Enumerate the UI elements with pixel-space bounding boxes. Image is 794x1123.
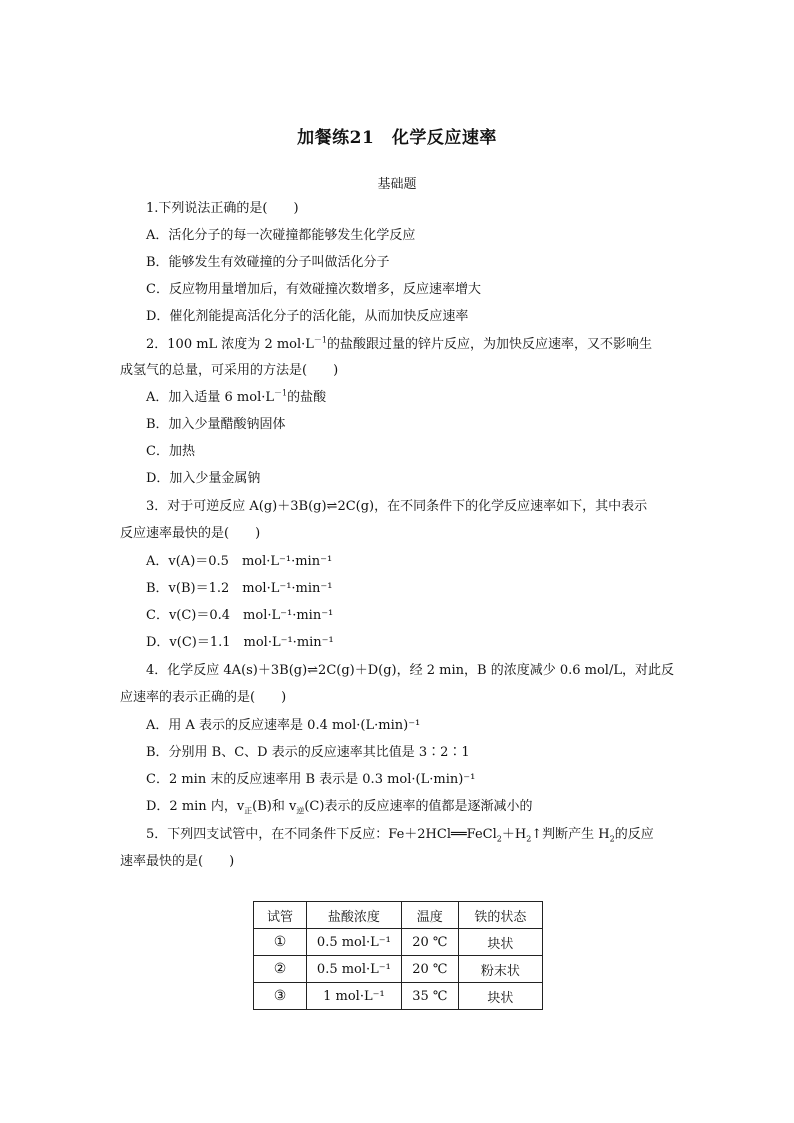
q2-stem: 2．100 mL 浓度为 2 $mol\cdot L^{-1}$的盐酸跟过量的锌片反应，为加快反应速率，又不影响生 [146,335,653,352]
q2-option-b: B．加入少量醋酸钠固体 [146,417,286,432]
header-tube: 试管 [254,902,307,929]
q3-stem-cont: 反应速率最快的是( ) [120,526,261,541]
q4-option-a: A．用 A 表示的反应速率是 0.4 mol·(L·min)⁻¹ [146,718,421,733]
cell-tube: ① [254,929,307,956]
q2-option-c: C．加热 [146,444,195,459]
q5-stem: 5．下列四支试管中，在不同条件下反应：$Fe+2HCl══FeCl_2+H_2↑$判断产生 $H_2$的反应 [146,827,654,844]
q3-option-d: D．v(C)＝1.1 mol·L⁻¹·min⁻¹ [146,635,334,650]
table-row [254,929,543,956]
cell-temperature: 35 ℃ [401,983,458,1010]
q2-option-a: A．加入适量 6 $mol\cdot L^{-1}$的盐酸 [146,388,327,405]
cell-temperature: 20 ℃ [401,929,458,956]
cell-iron-state: 块状 [458,929,542,956]
header-iron-state: 铁的状态 [458,902,542,929]
q3-option-b: B．v(B)＝1.2 mol·L⁻¹·min⁻¹ [146,581,333,596]
q1-option-c: C．反应物用量增加后，有效碰撞次数增多，反应速率增大 [146,282,481,297]
cell-temperature: 20 ℃ [401,956,458,983]
header-temperature: 温度 [401,902,458,929]
q2-option-d: D．加入少量金属钠 [146,471,261,486]
q1-option-b: B．能够发生有效碰撞的分子叫做活化分子 [146,255,390,270]
page-title: 加餐练21 化学反应速率 [297,128,497,148]
cell-concentration: 0.5 mol·L⁻¹ [306,956,401,983]
q1-stem: 1.下列说法正确的是( ) [146,201,299,216]
table-row [254,956,543,983]
cell-concentration: 1 mol·L⁻¹ [306,983,401,1010]
q4-option-c: C．2 min 末的反应速率用 B 表示是 0.3 mol·(L·min)⁻¹ [146,772,476,787]
cell-iron-state: 块状 [458,983,542,1010]
q2-stem-cont: 成氢气的总量，可采用的方法是( ) [120,363,339,378]
q5-stem-cont: 速率最快的是( ) [120,854,235,869]
cell-iron-state: 粉末状 [458,956,542,983]
q3-option-c: C．v(C)＝0.4 mol·L⁻¹·min⁻¹ [146,608,334,623]
reaction-conditions-table [253,901,543,1010]
cell-tube: ② [254,956,307,983]
cell-concentration: 0.5 mol·L⁻¹ [306,929,401,956]
table-row [254,983,543,1010]
q4-stem-cont: 应速率的表示正确的是( ) [120,690,287,705]
section-heading: 基础题 [377,177,417,192]
cell-tube: ③ [254,983,307,1010]
q4-stem: 4．化学反应 4A(s)＋3B(g)⇌2C(g)＋D(g)，经 2 min，B 的浓度减少 0.6 mol/L，对此反 [146,663,674,678]
header-concentration: 盐酸浓度 [306,902,401,929]
table-header-row [254,902,543,929]
q3-option-a: A．v(A)＝0.5 mol·L⁻¹·min⁻¹ [146,554,333,569]
q4-option-d: D．2 min 内，$v_正(B)$和 $v_逆(C)$表示的反应速率的值都是逐渐减小的 [146,799,533,816]
q3-stem: 3．对于可逆反应 A(g)＋3B(g)⇌2C(g)，在不同条件下的化学反应速率如下，其中表示 [146,499,648,514]
q1-option-d: D．催化剂能提高活化分子的活化能，从而加快反应速率 [146,309,469,324]
q1-option-a: A．活化分子的每一次碰撞都能够发生化学反应 [146,228,416,243]
q4-option-b: B．分别用 B、C、D 表示的反应速率其比值是 3∶2∶1 [146,745,470,760]
